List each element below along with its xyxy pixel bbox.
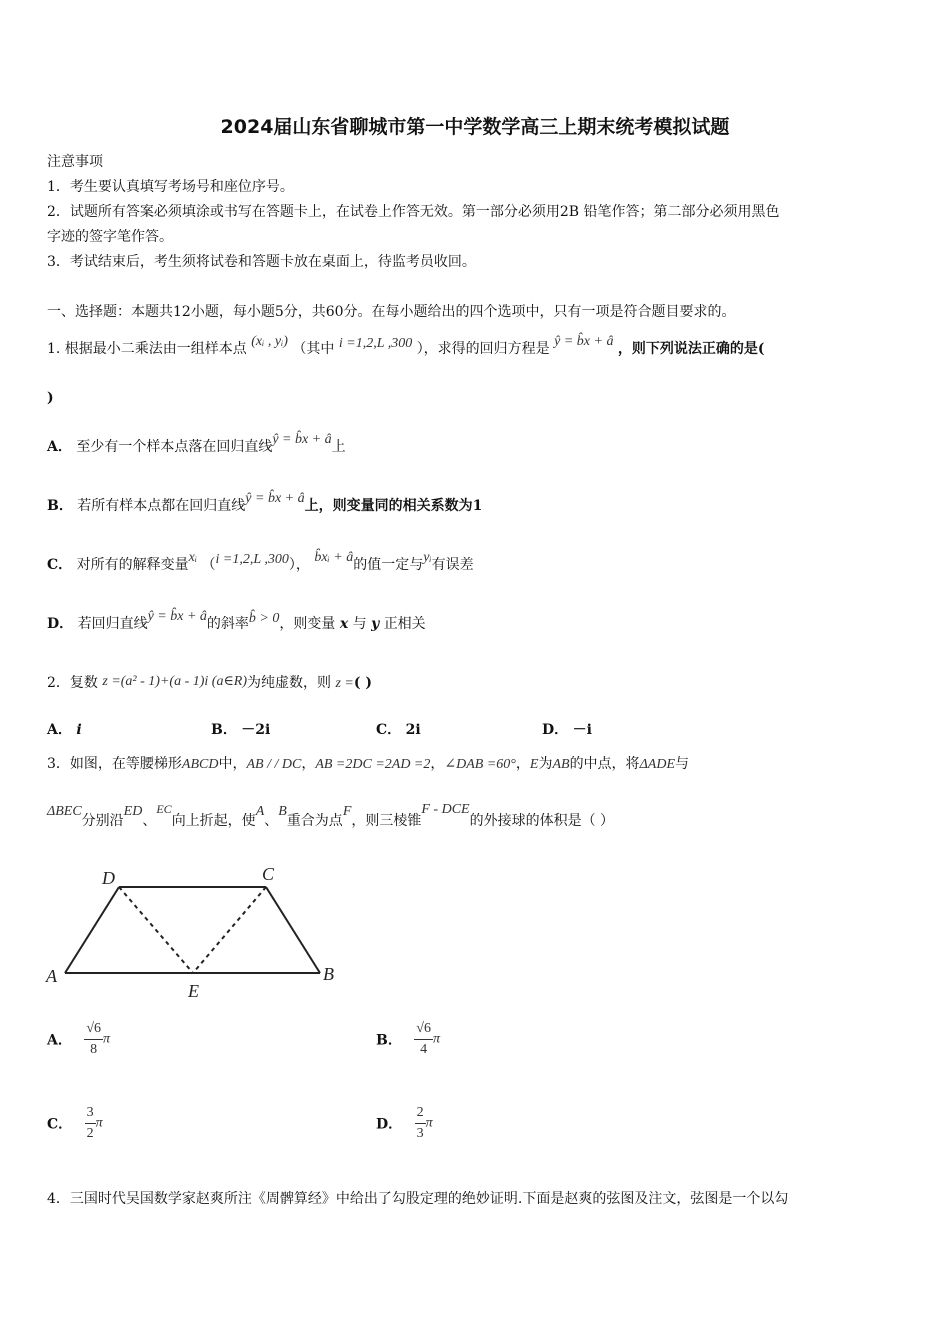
q3-option-a-label: A． xyxy=(47,1032,72,1049)
q3-math-9: ED xyxy=(123,804,143,819)
q1-option-a-text-2: 上 xyxy=(331,439,346,455)
q1-option-d-var-y: y xyxy=(371,616,380,632)
notice-block xyxy=(47,150,780,275)
q1-option-c-label: C． xyxy=(47,557,73,573)
q1-option-b xyxy=(47,491,483,515)
q1-option-c-math-1: xᵢ xyxy=(188,550,198,565)
q3-math-5: E xyxy=(529,757,539,772)
q1-option-b-label: B． xyxy=(47,498,73,514)
q1-option-a-math: ŷ = b̂x + â xyxy=(272,432,332,447)
q2-option-d-label: D． xyxy=(542,722,569,738)
q3-text-11: 向上折起，使 xyxy=(171,813,256,829)
q2-option-d xyxy=(542,719,592,739)
q2-option-b-value: －2i xyxy=(241,722,271,738)
q1-stem-end: ) xyxy=(47,390,54,406)
q1-option-d-label: D． xyxy=(47,616,74,632)
q3-math-12: B xyxy=(278,804,287,819)
q3-math-14: F - DCE xyxy=(421,802,470,817)
q3-text-6: 为 xyxy=(538,756,553,772)
q3-math-11: A xyxy=(255,804,265,819)
q3-option-b-den: 4 xyxy=(420,1042,428,1057)
q1-option-c xyxy=(47,550,474,574)
q3-option-c-label: C． xyxy=(47,1116,73,1133)
q3-option-c-num: 3 xyxy=(85,1103,96,1124)
q1-option-c-math-3: b̂xᵢ + â xyxy=(314,550,354,565)
q1-option-a-text-1: 至少有一个样本点落在回归直线 xyxy=(76,439,273,455)
q1-option-d-text-4: 与 xyxy=(352,616,367,632)
q3-math-2: AB / / DC xyxy=(246,757,302,772)
q1-math-1: (xᵢ , yᵢ) xyxy=(251,334,288,349)
q3-text-13: 重合为点 xyxy=(286,813,343,829)
q1-option-c-text-4: 的值一定与 xyxy=(353,557,424,573)
q3-option-b-num: √6 xyxy=(414,1019,433,1040)
label-b: B xyxy=(323,964,334,984)
q3-math-1: ABCD xyxy=(181,757,219,772)
q1-text-1: 1. 根据最小二乘法由一组样本点 xyxy=(47,341,247,357)
q2-math-1: z =(a² - 1)+(a - 1)i (a∈R) xyxy=(102,674,248,689)
q1-text-3: ），求得的回归方程是 xyxy=(416,341,550,357)
q2-option-a-value: i xyxy=(76,722,82,738)
q3-option-a xyxy=(47,1019,110,1060)
edge-ce-dashed xyxy=(193,887,266,973)
edge-cb xyxy=(266,887,320,973)
edge-de-dashed xyxy=(119,887,193,973)
q3-option-d-pi: π xyxy=(425,1115,433,1131)
q3-math-13: F xyxy=(342,804,352,819)
q3-option-b xyxy=(376,1019,440,1060)
q1-math-3: ŷ = b̂x + â xyxy=(554,334,614,349)
q3-option-d-label: D． xyxy=(376,1116,403,1133)
q2-stem xyxy=(47,672,372,692)
q3-text-8: 与 xyxy=(675,756,689,772)
q3-option-c-pi: π xyxy=(95,1115,103,1131)
q1-option-b-text-1: 若所有样本点都在回归直线 xyxy=(77,498,246,514)
q1-option-c-text-5: 有误差 xyxy=(431,557,474,573)
q1-math-2: i =1,2,L ,300 xyxy=(338,336,413,351)
q2-option-c-label: C． xyxy=(376,722,402,738)
q3-text-9: 分别沿 xyxy=(81,813,124,829)
q1-option-c-math-4: yᵢ xyxy=(423,550,432,565)
q3-text-5: ， xyxy=(515,756,530,772)
q3-option-a-num: √6 xyxy=(84,1019,103,1040)
q2-option-b-label: B． xyxy=(211,722,237,738)
q3-option-d-num: 2 xyxy=(415,1103,426,1124)
q3-stem-line-2 xyxy=(47,802,615,830)
q2-option-a-label: A． xyxy=(47,722,72,738)
page-title: 2024届山东省聊城市第一中学数学高三上期末统考模拟试题 xyxy=(220,116,730,138)
q2-text-2: 为纯虚数，则 xyxy=(247,675,332,691)
q2-option-b xyxy=(211,719,270,739)
q3-text-2: 中， xyxy=(218,756,247,772)
q1-text-4: ，则下列说法正确的是( xyxy=(617,341,765,357)
q3-option-a-pi: π xyxy=(103,1031,111,1047)
q1-option-d-text-1: 若回归直线 xyxy=(77,616,148,632)
q3-math-6: AB xyxy=(552,757,570,772)
notice-heading: 注意事项 xyxy=(47,154,103,170)
q1-option-d xyxy=(47,609,426,633)
q3-option-b-fraction xyxy=(414,1019,433,1060)
label-e: E xyxy=(188,981,199,1001)
q1-text-2: （其中 xyxy=(292,341,335,357)
q2-text-1: 2．复数 xyxy=(47,675,98,691)
q1-option-c-text-2: （ xyxy=(201,557,216,573)
q1-option-d-text-2: 的斜率 xyxy=(206,616,249,632)
q3-text-4: ， xyxy=(430,756,445,772)
q1-option-d-text-5: 正相关 xyxy=(383,616,426,632)
q1-option-d-math-2: b̂ > 0 xyxy=(248,611,280,626)
q1-option-b-math: ŷ = b̂x + â xyxy=(245,491,305,506)
q1-option-b-text-2: 上，则变量同的相关系数为1 xyxy=(304,498,483,514)
q1-option-d-text-3: ，则变量 xyxy=(279,616,336,632)
q1-option-d-var-x: x xyxy=(339,616,349,632)
label-a: A xyxy=(46,966,57,986)
notice-item-3: 3．考试结束后，考生须将试卷和答题卡放在桌面上，待监考员收回。 xyxy=(47,254,476,270)
q1-stem xyxy=(47,334,765,358)
q1-option-c-text-3: ）， xyxy=(288,557,310,573)
q2-math-2: z = xyxy=(335,676,354,691)
q2-option-c-value: 2i xyxy=(405,722,421,738)
notice-item-1: 1．考生要认真填写考场号和座位序号。 xyxy=(47,179,294,195)
q1-option-c-math-2: i =1,2,L ,300 xyxy=(215,552,289,567)
q1-option-d-math-1: ŷ = b̂x + â xyxy=(147,609,207,624)
q3-stem-line-1 xyxy=(47,753,689,773)
q3-option-c xyxy=(47,1103,103,1144)
q2-text-3: ( ) xyxy=(353,675,373,691)
notice-item-2a: 2．试题所有答案必须填涂或书写在答题卡上，在试卷上作答无效。第一部分必须用2B 铅笔作答；第二部分必须用黑色 xyxy=(47,204,780,220)
trapezoid-figure xyxy=(40,860,340,1005)
label-c: C xyxy=(262,864,275,884)
q3-text-3: ， xyxy=(301,756,316,772)
q3-text-1: 3．如图，在等腰梯形 xyxy=(47,756,182,772)
q3-text-7: 的中点，将 xyxy=(569,756,640,772)
q3-text-15: 的外接球的体积是（ ） xyxy=(469,813,615,829)
q3-option-d xyxy=(376,1103,433,1144)
q3-text-14: ，则三棱锥 xyxy=(351,813,422,829)
q1-option-c-text-1: 对所有的解释变量 xyxy=(76,557,189,573)
q2-option-c xyxy=(376,719,421,739)
q2-option-d-value: －i xyxy=(572,722,592,738)
q3-option-b-pi: π xyxy=(432,1031,440,1047)
q1-option-a xyxy=(47,432,346,456)
q3-option-a-fraction xyxy=(84,1019,103,1060)
q3-math-7: ΔADE xyxy=(639,757,675,772)
q3-math-8: ΔBEC xyxy=(47,804,82,819)
q3-option-c-den: 2 xyxy=(86,1126,94,1141)
q3-text-10: 、 xyxy=(142,813,157,829)
q3-option-b-label: B． xyxy=(376,1032,402,1049)
q3-text-12: 、 xyxy=(264,813,279,829)
q1-option-a-label: A． xyxy=(47,439,72,455)
q3-math-4: ∠DAB =60° xyxy=(444,757,516,772)
label-d: D xyxy=(102,868,115,888)
q2-option-a xyxy=(47,719,82,739)
edge-ad xyxy=(65,887,119,973)
q3-option-c-fraction xyxy=(85,1103,96,1144)
q3-math-3: AB =2DC =2AD =2 xyxy=(315,757,431,772)
q3-option-d-fraction xyxy=(415,1103,426,1144)
q3-option-a-den: 8 xyxy=(90,1042,98,1057)
q3-math-10: EC xyxy=(156,802,172,816)
section-1-heading: 一、选择题：本题共12小题，每小题5分，共60分。在每小题给出的四个选项中，只有一项是符合题目要求的。 xyxy=(47,304,736,320)
q3-option-d-den: 3 xyxy=(416,1126,424,1141)
notice-item-2b: 字迹的签字笔作答。 xyxy=(47,229,173,245)
q4-stem: 4．三国时代吴国数学家赵爽所注《周髀算经》中给出了勾股定理的绝妙证明.下面是赵爽的弦图及注文，弦图是一个以勾 xyxy=(47,1191,789,1207)
